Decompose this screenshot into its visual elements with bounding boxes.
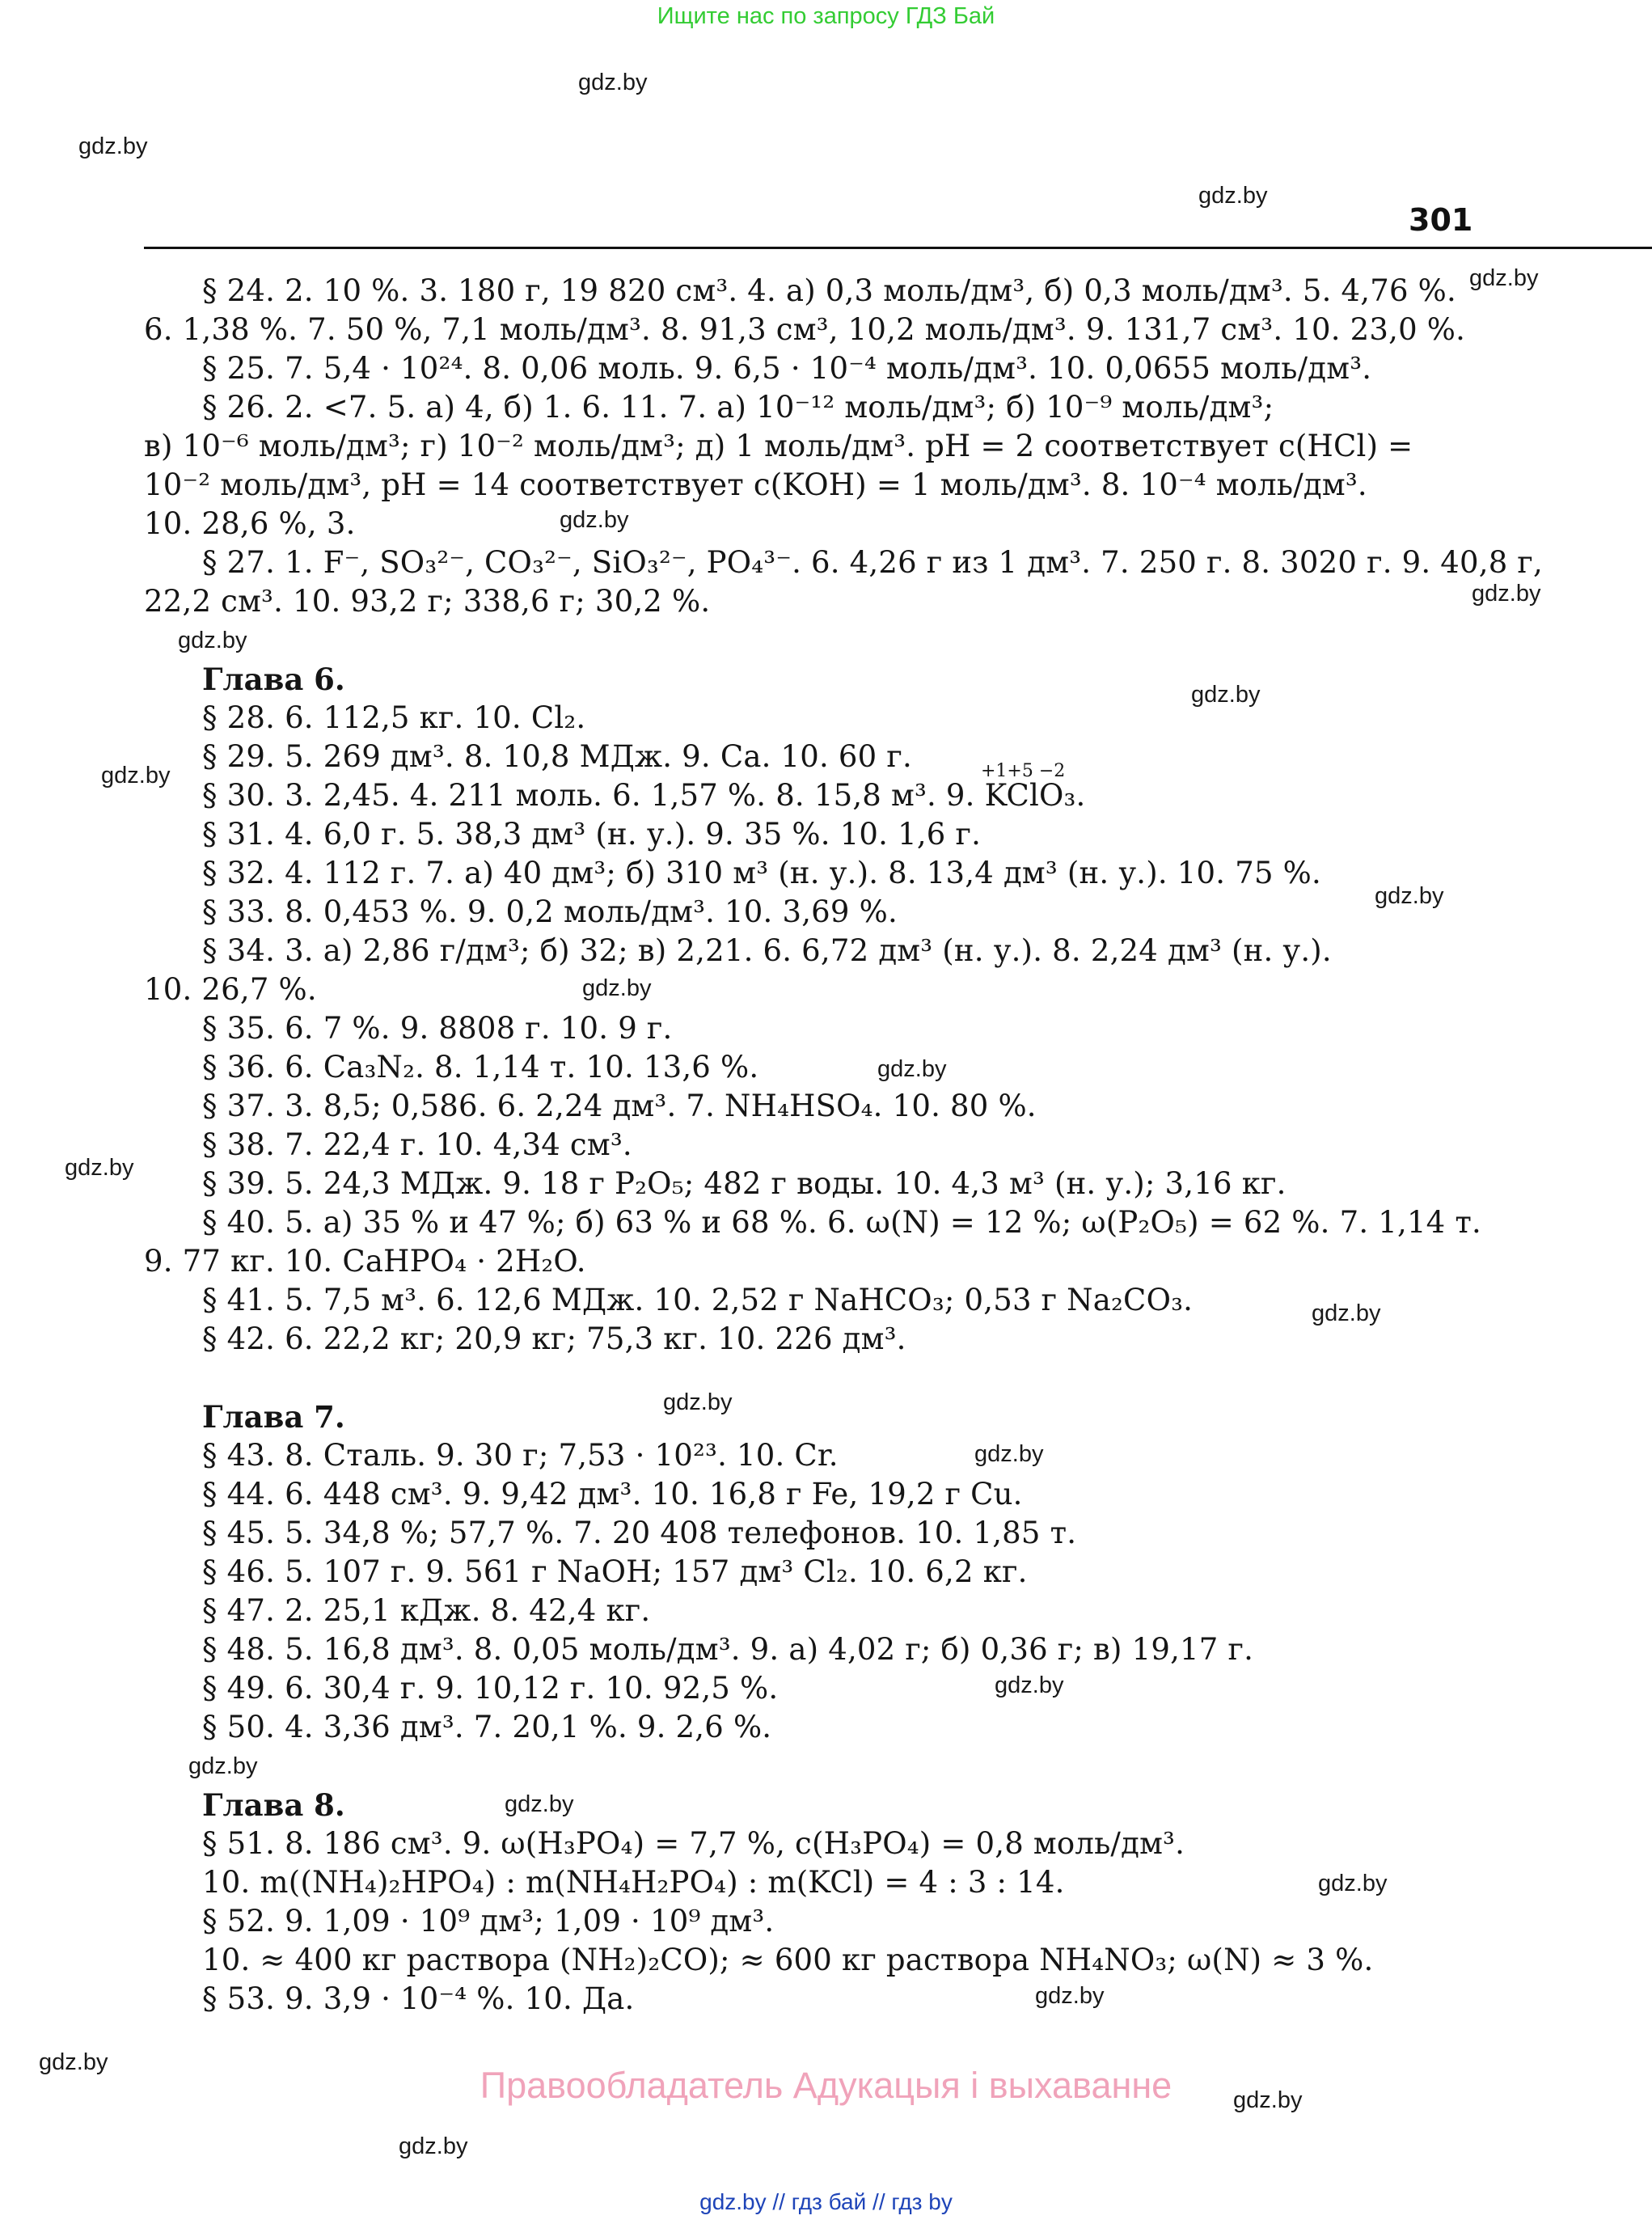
answer-line: § 33. 8. 0,453 %. 9. 0,2 моль/дм³. 10. 3,69 %. <box>202 894 898 929</box>
answer-line: 10⁻² моль/дм³, pH = 14 соответствует c(KOH) = 1 моль/дм³. 8. 10⁻⁴ моль/дм³. <box>144 467 1367 502</box>
watermark: gdz.by <box>1375 883 1444 909</box>
answer-line: § 24. 2. 10 %. 3. 180 г, 19 820 см³. 4. а) 0,3 моль/дм³, б) 0,3 моль/дм³. 5. 4,76 %. <box>202 273 1456 308</box>
answer-line: § 30. 3. 2,45. 4. 211 моль. 6. 1,57 %. 8. 15,8 м³. 9. KClO₃. <box>202 778 1086 813</box>
watermark: gdz.by <box>582 975 652 1001</box>
answer-line: § 50. 4. 3,36 дм³. 7. 20,1 %. 9. 2,6 %. <box>202 1710 772 1744</box>
answer-line: § 52. 9. 1,09 · 10⁹ дм³; 1,09 · 10⁹ дм³. <box>202 1904 775 1939</box>
answer-line: § 39. 5. 24,3 МДж. 9. 18 г P₂O₅; 482 г воды. 10. 4,3 м³ (н. у.); 3,16 кг. <box>202 1166 1287 1201</box>
answer-line: § 48. 5. 16,8 дм³. 8. 0,05 моль/дм³. 9. а) 4,02 г; б) 0,36 г; в) 19,17 г. <box>202 1632 1254 1667</box>
answer-line: 22,2 см³. 10. 93,2 г; 338,6 г; 30,2 %. <box>144 584 711 619</box>
watermark: gdz.by <box>1233 2087 1303 2113</box>
watermark: gdz.by <box>178 628 247 653</box>
answer-line: 10. m((NH₄)₂HPO₄) : m(NH₄H₂PO₄) : m(KCl) = 4 : 3 : 14. <box>202 1865 1065 1900</box>
watermark: gdz.by <box>1035 1983 1105 2009</box>
answer-line: § 41. 5. 7,5 м³. 6. 12,6 МДж. 10. 2,52 г NaHCO₃; 0,53 г Na₂CO₃. <box>202 1283 1194 1317</box>
watermark: gdz.by <box>1312 1300 1381 1326</box>
watermark: gdz.by <box>399 2133 468 2159</box>
answer-line: § 38. 7. 22,4 г. 10. 4,34 см³. <box>202 1127 632 1162</box>
watermark: gdz.by <box>188 1753 258 1779</box>
watermark: gdz.by <box>78 133 148 159</box>
chapter-heading: Глава 6. <box>202 662 345 697</box>
answer-line: § 31. 4. 6,0 г. 5. 38,3 дм³ (н. у.). 9. 35 %. 10. 1,6 г. <box>202 817 982 852</box>
answer-line: § 53. 9. 3,9 · 10⁻⁴ %. 10. Да. <box>202 1981 635 2016</box>
answer-line: § 29. 5. 269 дм³. 8. 10,8 МДж. 9. Ca. 10. 60 г. <box>202 739 912 774</box>
answer-line: § 26. 2. <7. 5. а) 4, б) 1. 6. 11. 7. а) 10⁻¹² моль/дм³; б) 10⁻⁹ моль/дм³; <box>202 390 1274 425</box>
watermark: gdz.by <box>974 1441 1044 1467</box>
answer-line: § 40. 5. а) 35 % и 47 %; б) 63 % и 68 %. 6. ω(N) = 12 %; ω(P₂O₅) = 62 %. 7. 1,14 т. <box>202 1205 1482 1240</box>
header-rule <box>144 247 1652 249</box>
answer-line: § 49. 6. 30,4 г. 9. 10,12 г. 10. 92,5 %. <box>202 1671 779 1706</box>
watermark: gdz.by <box>663 1389 733 1415</box>
watermark: gdz.by <box>39 2049 108 2075</box>
answer-line: § 43. 8. Сталь. 9. 30 г; 7,53 · 10²³. 10. Cr. <box>202 1438 839 1473</box>
answer-line: § 36. 6. Ca₃N₂. 8. 1,14 т. 10. 13,6 %. <box>202 1050 759 1085</box>
search-banner[interactable]: Ищите нас по запросу ГДЗ Бай <box>657 3 995 29</box>
answer-line: 6. 1,38 %. 7. 50 %, 7,1 моль/дм³. 8. 91,3 см³, 10,2 моль/дм³. 9. 131,7 см³. 10. 23,0 %. <box>144 312 1466 347</box>
answer-line: в) 10⁻⁶ моль/дм³; г) 10⁻² моль/дм³; д) 1 моль/дм³. pH = 2 соответствует c(HCl) = <box>144 429 1413 463</box>
watermark: gdz.by <box>1472 581 1541 607</box>
chapter-heading: Глава 8. <box>202 1787 345 1823</box>
answer-line: § 42. 6. 22,2 кг; 20,9 кг; 75,3 кг. 10. 226 дм³. <box>202 1321 906 1356</box>
answer-line: § 28. 6. 112,5 кг. 10. Cl₂. <box>202 700 586 735</box>
watermark: gdz.by <box>65 1155 134 1181</box>
answer-line: 10. 26,7 %. <box>144 972 317 1007</box>
answer-line: 10. ≈ 400 кг раствора (NH₂)₂CO); ≈ 600 кг раствора NH₄NO₃; ω(N) ≈ 3 %. <box>202 1943 1374 1977</box>
answer-line: 10. 28,6 %, 3. <box>144 506 356 541</box>
copyright-notice: Правообладатель Адукацыя і выхаванне <box>480 2065 1172 2106</box>
oxidation-states: +1+5 −2 <box>981 761 1066 781</box>
answer-line: § 37. 3. 8,5; 0,586. 6. 2,24 дм³. 7. NH₄HSO₄. 10. 80 %. <box>202 1089 1037 1123</box>
answer-line: § 47. 2. 25,1 кДж. 8. 42,4 кг. <box>202 1593 651 1628</box>
watermark: gdz.by <box>1469 265 1539 291</box>
watermark: gdz.by <box>1191 682 1261 708</box>
watermark: gdz.by <box>101 763 171 789</box>
watermark: gdz.by <box>995 1672 1064 1698</box>
answer-line: § 25. 7. 5,4 · 10²⁴. 8. 0,06 моль. 9. 6,5 · 10⁻⁴ моль/дм³. 10. 0,0655 моль/дм³. <box>202 351 1372 386</box>
answer-line: § 27. 1. F⁻, SO₃²⁻, CO₃²⁻, SiO₃²⁻, PO₄³⁻. 6. 4,26 г из 1 дм³. 7. 250 г. 8. 3020 г. 9. 40,8 г, <box>202 545 1543 580</box>
watermark: gdz.by <box>1318 1871 1388 1896</box>
watermark: gdz.by <box>1198 183 1268 209</box>
answer-line: 9. 77 кг. 10. CaHPO₄ · 2H₂O. <box>144 1244 586 1279</box>
footer-links[interactable]: gdz.by // гдз бай // гдз by <box>699 2189 953 2214</box>
page-number: 301 <box>1409 202 1473 238</box>
chapter-heading: Глава 7. <box>202 1399 345 1435</box>
answer-line: § 46. 5. 107 г. 9. 561 г NaOH; 157 дм³ Cl₂. 10. 6,2 кг. <box>202 1554 1028 1589</box>
answer-line: § 45. 5. 34,8 %; 57,7 %. 7. 20 408 телефонов. 10. 1,85 т. <box>202 1516 1077 1550</box>
answer-line: § 34. 3. а) 2,86 г/дм³; б) 32; в) 2,21. 6. 6,72 дм³ (н. у.). 8. 2,24 дм³ (н. у.). <box>202 933 1332 968</box>
answer-line: § 51. 8. 186 см³. 9. ω(H₃PO₄) = 7,7 %, c(H₃PO₄) = 0,8 моль/дм³. <box>202 1826 1185 1861</box>
answer-line: § 44. 6. 448 см³. 9. 9,42 дм³. 10. 16,8 г Fe, 19,2 г Cu. <box>202 1477 1023 1512</box>
watermark: gdz.by <box>505 1791 574 1817</box>
answer-line: § 35. 6. 7 %. 9. 8808 г. 10. 9 г. <box>202 1011 673 1046</box>
answer-line: § 32. 4. 112 г. 7. а) 40 дм³; б) 310 м³ (н. у.). 8. 13,4 дм³ (н. у.). 10. 75 %. <box>202 856 1321 890</box>
watermark: gdz.by <box>560 507 629 533</box>
watermark: gdz.by <box>578 70 648 95</box>
watermark: gdz.by <box>877 1056 947 1082</box>
